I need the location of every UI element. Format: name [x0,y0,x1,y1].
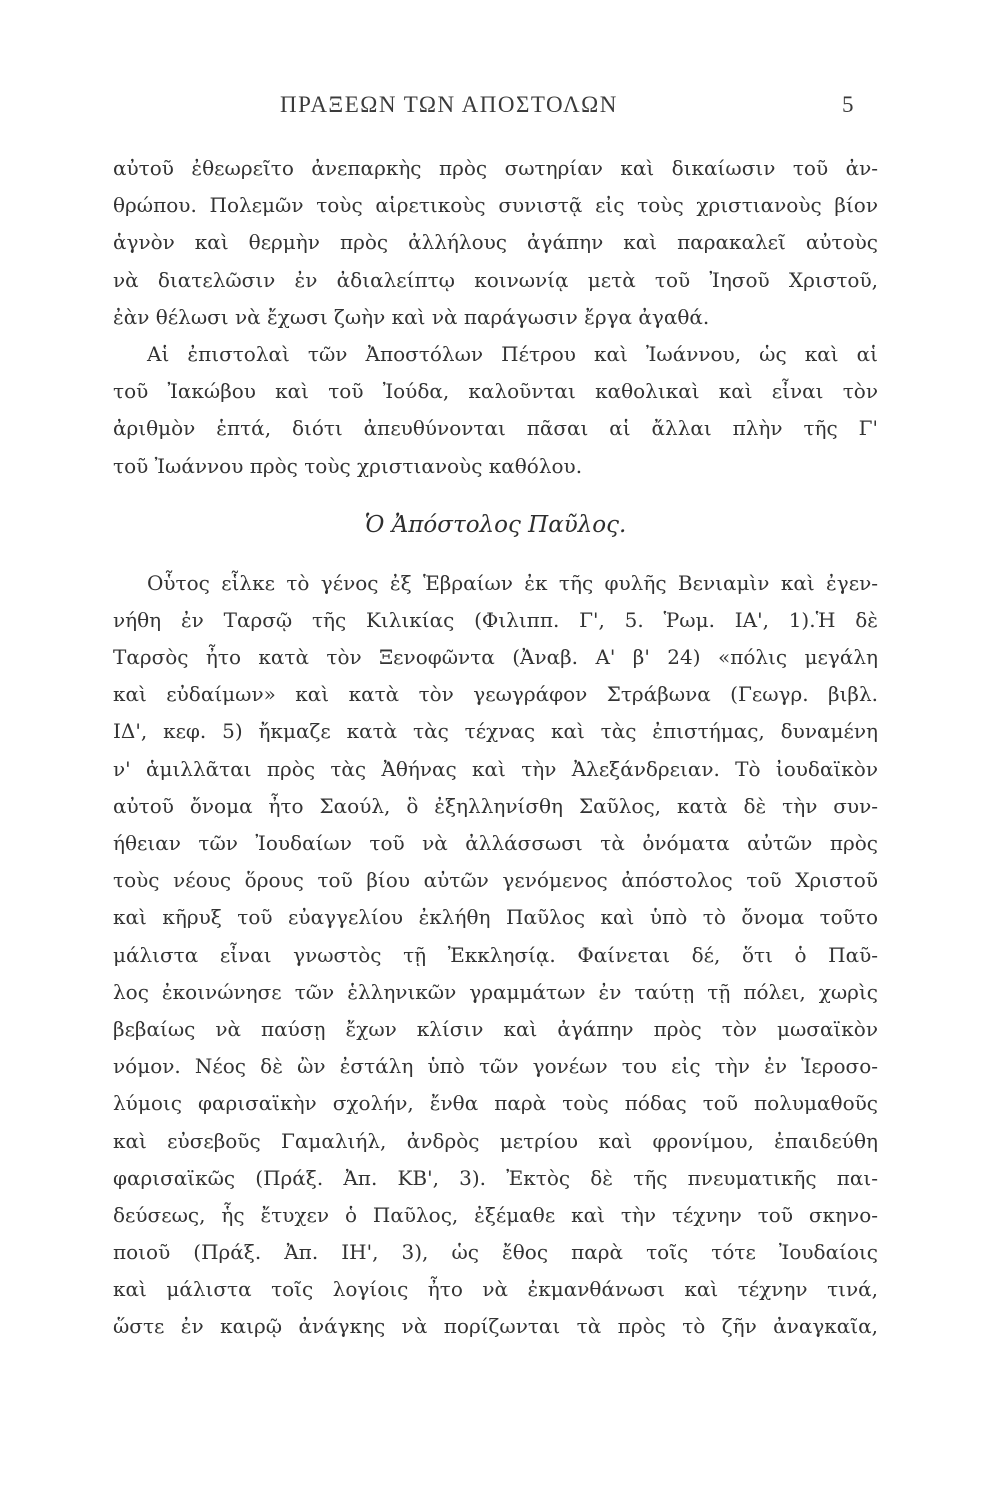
text-line: θρώπου. Πολεμῶν τοὺς αἱρετικοὺς συνιστᾷ εἰς τοὺς χριστιανοὺς βίον [113,193,878,218]
text-line: καὶ μάλιστα τοῖς λογίοις ἦτο νὰ ἐκμανθάνωσι καὶ τέχνην τινά, [113,1277,878,1302]
text-line: νὰ διατελῶσιν ἐν ἀδιαλείπτῳ κοινωνίᾳ μετὰ τοῦ Ἰησοῦ Χριστοῦ, [113,267,878,292]
text-line: βεβαίως νὰ παύσῃ ἔχων κλίσιν καὶ ἀγάπην πρὸς τὸν μωσαϊκὸν [113,1016,878,1041]
text-line: ἐὰν θέλωσι νὰ ἔχωσι ζωὴν καὶ νὰ παράγωσιν ἔργα ἀγαθά. [113,304,710,329]
text-line: μάλιστα εἶναι γνωστὸς τῇ Ἐκκλησίᾳ. Φαίνεται δέ, ὅτι ὁ Παῦ- [113,942,878,967]
text-line: Οὗτος εἷλκε τὸ γένος ἐξ Ἑβραίων ἐκ τῆς φυλῆς Βενιαμὶν καὶ ἐγεν- [147,570,878,595]
text-line: καὶ εὐσεβοῦς Γαμαλιήλ, ἀνδρὸς μετρίου καὶ φρονίμου, ἐπαιδεύθη [113,1128,878,1153]
text-line: ὥστε ἐν καιρῷ ἀνάγκης νὰ πορίζωνται τὰ πρὸς τὸ ζῆν ἀναγκαῖα, [113,1314,878,1339]
body-text [113,150,878,1346]
text-line: αὐτοῦ ὄνομα ἦτο Σαούλ, ὃ ἐξηλληνίσθη Σαῦλος, κατὰ δὲ τὴν συν- [113,793,878,818]
text-line: τοὺς νέους ὅρους τοῦ βίου αὐτῶν γενόμενος ἀπόστολος τοῦ Χριστοῦ [113,868,878,893]
text-line: νόμον. Νέος δὲ ὢν ἐστάλη ὑπὸ τῶν γονέων του εἰς τὴν ἐν Ἱεροσο- [113,1054,878,1079]
text-line: λος ἐκοινώνησε τῶν ἑλληνικῶν γραμμάτων ἐν ταύτῃ τῇ πόλει, χωρὶς [113,979,878,1004]
text-line: καὶ εὐδαίμων» καὶ κατὰ τὸν γεωγράφον Στράβωνα (Γεωγρ. βιβλ. [113,682,878,707]
text-line: λύμοις φαρισαϊκὴν σχολήν, ἔνθα παρὰ τοὺς πόδας τοῦ πολυμαθοῦς [113,1091,878,1116]
page-number: 5 [842,92,854,117]
text-line: ἀριθμὸν ἑπτά, διότι ἀπευθύνονται πᾶσαι αἱ ἄλλαι πλὴν τῆς Γ' [113,416,878,441]
running-title: ΠΡΑΞΕΩΝ ΤΩΝ ΑΠΟΣΤΟΛΩΝ [280,92,618,117]
text-line: Ταρσὸς ἦτο κατὰ τὸν Ξενοφῶντα (Ἀναβ. Α' β' 24) «πόλις μεγάλη [113,645,878,670]
running-header [0,92,994,132]
text-line: νήθη ἐν Ταρσῷ τῆς Κιλικίας (Φιλιππ. Γ', 5. Ῥωμ. ΙΑ', 1).Ἡ δὲ [113,607,878,632]
paragraph-catholic-epistles [113,336,878,485]
text-line: δεύσεως, ἧς ἔτυχεν ὁ Παῦλος, ἐξέμαθε καὶ τὴν τέχνην τοῦ σκηνο- [113,1202,878,1227]
text-line: καὶ κῆρυξ τοῦ εὐαγγελίου ἐκλήθη Παῦλος καὶ ὑπὸ τὸ ὄνομα τοῦτο [113,905,878,930]
text-line: ν' ἁμιλλᾶται πρὸς τὰς Ἀθήνας καὶ τὴν Ἀλεξάνδρειαν. Τὸ ἰουδαϊκὸν [113,756,878,781]
text-line: ποιοῦ (Πράξ. Ἀπ. ΙΗ', 3), ὡς ἔθος παρὰ τοῖς τότε Ἰουδαίοις [113,1240,878,1265]
paragraph-continuation [113,150,878,336]
text-line: τοῦ Ἰωάννου πρὸς τοὺς χριστιανοὺς καθόλου. [113,453,583,478]
text-line: τοῦ Ἰακώβου καὶ τοῦ Ἰούδα, καλοῦνται καθολικαὶ καὶ εἶναι τὸν [113,379,878,404]
text-line: αὐτοῦ ἐθεωρεῖτο ἀνεπαρκὴς πρὸς σωτηρίαν καὶ δικαίωσιν τοῦ ἀν- [113,156,878,180]
text-line: ήθειαν τῶν Ἰουδαίων τοῦ νὰ ἀλλάσσωσι τὰ ὀνόματα αὐτῶν πρὸς [113,831,878,855]
section-heading: Ὁ Ἀπόστολος Παῦλος. [364,511,627,538]
paragraph-apostle-paul [113,565,878,1346]
text-line: Αἱ ἐπιστολαὶ τῶν Ἀποστόλων Πέτρου καὶ Ἰωάννου, ὡς καὶ αἱ [147,341,878,366]
text-line: φαρισαϊκῶς (Πράξ. Ἀπ. ΚΒ', 3). Ἐκτὸς δὲ τῆς πνευματικῆς παι- [113,1165,878,1190]
text-line: ΙΔ', κεφ. 5) ἤκμαζε κατὰ τὰς τέχνας καὶ τὰς ἐπιστήμας, δυναμένη [113,719,878,744]
text-line: ἁγνὸν καὶ θερμὴν πρὸς ἀλλήλους ἀγάπην καὶ παρακαλεῖ αὐτοὺς [113,230,878,255]
